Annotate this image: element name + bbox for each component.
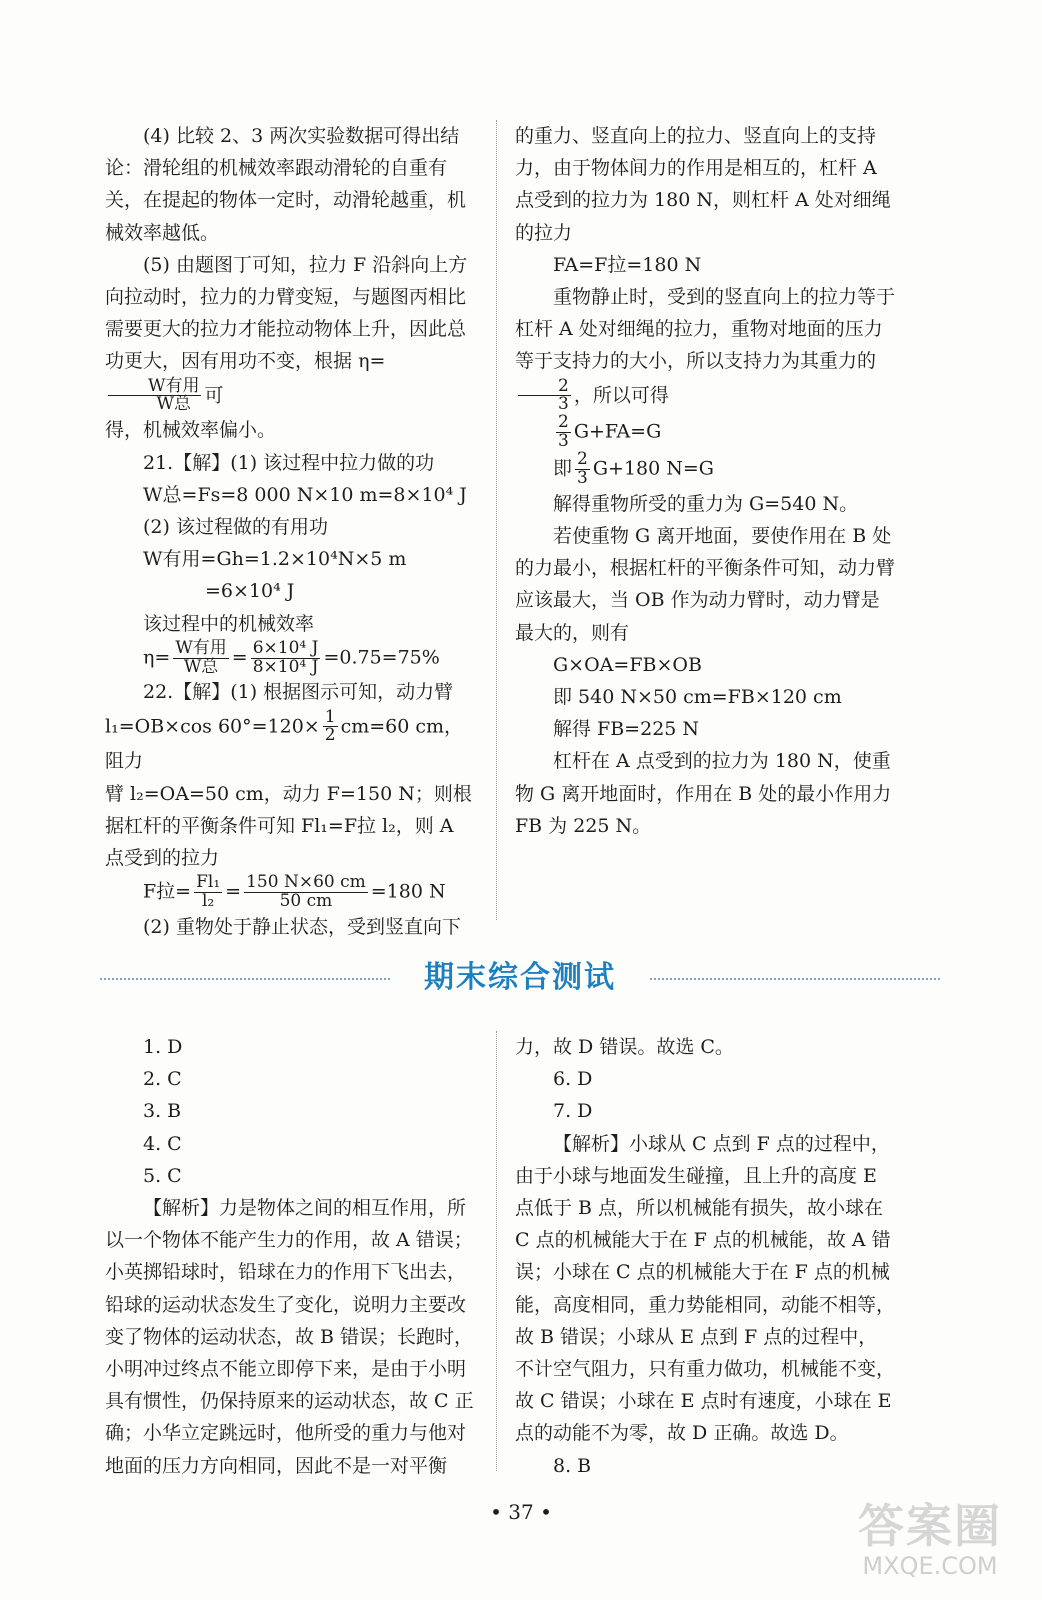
paragraph: 杠杆在 A 点受到的拉力为 180 N，使重物 G 离开地面时，作用在 B 处的最小作用力 FB 为 225 N。	[515, 750, 892, 837]
answer-item: 1. D	[143, 1036, 183, 1058]
section-heading	[100, 958, 940, 998]
equation: F拉= $\frac{\text{Fl₁}}{\text{l₂}}$ = $\frac{150 N\times 60 cm}{50 cm}$ =180 N	[143, 872, 446, 911]
fraction: $\frac{2}{3}$	[518, 378, 571, 415]
solution-21-heading: 21.【解】(1) 该过程中拉力做的功	[143, 451, 435, 474]
solution-22-heading: 22.【解】(1) 根据图示可知，动力臂	[143, 681, 454, 704]
fraction: $\frac{\text{W有用}}{\text{W总}}$	[175, 637, 227, 677]
paragraph: (4) 比较 2、3 两次实验数据可得出结论：滑轮组的机械效率跟动滑轮的自重有关，在提起的物体一定时，动滑轮越重，机械效率越低。	[105, 125, 467, 244]
fraction: $\frac{2}{3}$	[558, 412, 569, 452]
watermark-logo-text: 答案圈	[858, 1499, 1002, 1553]
divider-dots-left	[100, 978, 390, 980]
right-column-bottom	[515, 1031, 895, 1482]
page-number: • 37 •	[490, 1500, 552, 1524]
answer-item: 4. C	[143, 1132, 182, 1155]
equation: 即 $\frac{2}{3}$ G+180 N=G	[553, 449, 714, 488]
section-title: 期末综合测试	[424, 960, 616, 995]
answer-item: 7. D	[553, 1100, 593, 1123]
equation: W有用=Gh=1.2×10⁴N×5 m	[143, 548, 407, 571]
equation: l₁=OB×cos 60°=120× $\frac{1}{2}$ cm=60 cm，阻力	[105, 706, 464, 773]
explanation: 【解析】小球从 C 点到 F 点的过程中，由于小球与地面发生碰撞，且上升的高度 E 点低于 B 点，所以机械能有损失，故小球在 C 点的机械能大于在 F 点的机械能，故 A 错误；小球在 C 点的机械能大于在 F 点的机械能，高度相同，重力势能相同，动能不相等，故 B 错误；小球从 E 点到 F 点的过程中，不计空气阻力，只有重力做功，机械能不变，故 C 错误；小球在 E 点时有速度，小球在 E 点的动能不为零，故 D 正确。故选 D。	[515, 1132, 896, 1445]
paragraph: 重物静止时，受到的竖直向上的拉力等于杠杆 A 处对细绳的拉力，重物对地面的压力等于支持力的大小，所以支持力为其重力的 $\frac{2}{3}$ ，所以可得	[515, 286, 896, 415]
paragraph: (5) 由题图丁可知，拉力 F 沿斜向上方向拉动时，拉力的力臂变短，与题图丙相比需要更大的拉力才能拉动物体上升，因此总功更大，因有用功不变，根据 η= $\frac{\text{W有用}}{\text{W总}}$ 可	[105, 253, 468, 415]
paragraph: 的重力、竖直向上的拉力、竖直向上的支持力，由于物体间力的作用是相互的，杠杆 A 点受到的拉力为 180 N，则杠杆 A 处对细绳的拉力	[515, 125, 891, 244]
fraction: $\frac{1}{2}$	[324, 706, 336, 746]
fraction: $\frac{2}{3}$	[577, 449, 588, 488]
equation: 即 540 N×50 cm=FB×120 cm	[553, 685, 842, 708]
left-column-top	[105, 120, 477, 943]
right-column-top	[515, 120, 895, 842]
fraction: $\frac{\text{Fl₁}}{\text{l₂}}$	[196, 872, 221, 911]
fraction: $\frac{\text{6×10⁴ J}}{\text{8×10⁴ J}}$	[252, 637, 319, 677]
equation: G×OA=FB×OB	[553, 653, 702, 676]
equation: FA=F拉=180 N	[553, 253, 702, 276]
equation: W总=Fs=8 000 N×10 m=8×10⁴ J	[143, 483, 467, 506]
paragraph: (2) 重物处于静止状态，受到竖直向下	[143, 915, 461, 938]
paragraph: 力，故 D 错误。故选 C。	[515, 1036, 734, 1058]
equation: η= $\frac{\text{W有用}}{\text{W总}}$ = $\frac{\text{6×10⁴ J}}{\text{8×10⁴ J}}$ =0.75=75%	[143, 637, 440, 677]
divider-dots-right	[650, 978, 940, 980]
watermark-url: MXQE.COM	[862, 1552, 998, 1580]
column-divider	[496, 120, 497, 920]
left-column-bottom	[105, 1031, 477, 1482]
equation: =6×10⁴ J	[205, 580, 295, 603]
paragraph: 得，机械效率偏小。	[105, 419, 277, 442]
explanation: 【解析】力是物体之间的相互作用，所以一个物体不能产生力的作用，故 A 错误；小英掷铅球时，铅球在力的作用下飞出去，铅球的运动状态发生了变化，说明力主要改变了物体的运动状态，故 B 错误；长跑时，小明冲过终点不能立即停下来，是由于小明具有惯性，仍保持原来的运动状态，故 C 正确；小华立定跳远时，他所受的重力与他对地面的压力方向相同，因此不是一对平衡	[105, 1197, 474, 1477]
column-divider	[496, 1031, 497, 1471]
answer-item: 3. B	[143, 1100, 182, 1123]
equation: $\frac{2}{3}$ G+FA=G	[558, 412, 662, 452]
answer-item: 2. C	[143, 1068, 182, 1091]
paragraph: 该过程中的机械效率	[143, 612, 315, 635]
fraction: $\frac{\text{W有用}}{\text{W总}}$	[108, 378, 201, 415]
answer-item: 6. D	[553, 1068, 593, 1091]
paragraph: 臂 l₂=OA=50 cm，动力 F=150 N；则根据杠杆的平衡条件可知 Fl₁=F拉 l₂，则 A 点受到的拉力	[105, 782, 472, 869]
answer-item: 8. B	[553, 1454, 592, 1477]
paragraph: 解得重物所受的重力为 G=540 N。	[553, 492, 859, 515]
answer-item: 5. C	[143, 1164, 182, 1187]
paragraph: 若使重物 G 离开地面，要使作用在 B 处的力最小，根据杠杆的平衡条件可知，动力臂应该最大，当 OB 作为动力臂时，动力臂是最大的，则有	[515, 524, 896, 644]
equation: 解得 FB=225 N	[553, 718, 700, 741]
fraction: $\frac{150 N\times 60 cm}{50 cm}$	[246, 872, 366, 911]
watermark	[845, 1490, 1015, 1590]
paragraph: (2) 该过程做的有用功	[143, 515, 328, 538]
